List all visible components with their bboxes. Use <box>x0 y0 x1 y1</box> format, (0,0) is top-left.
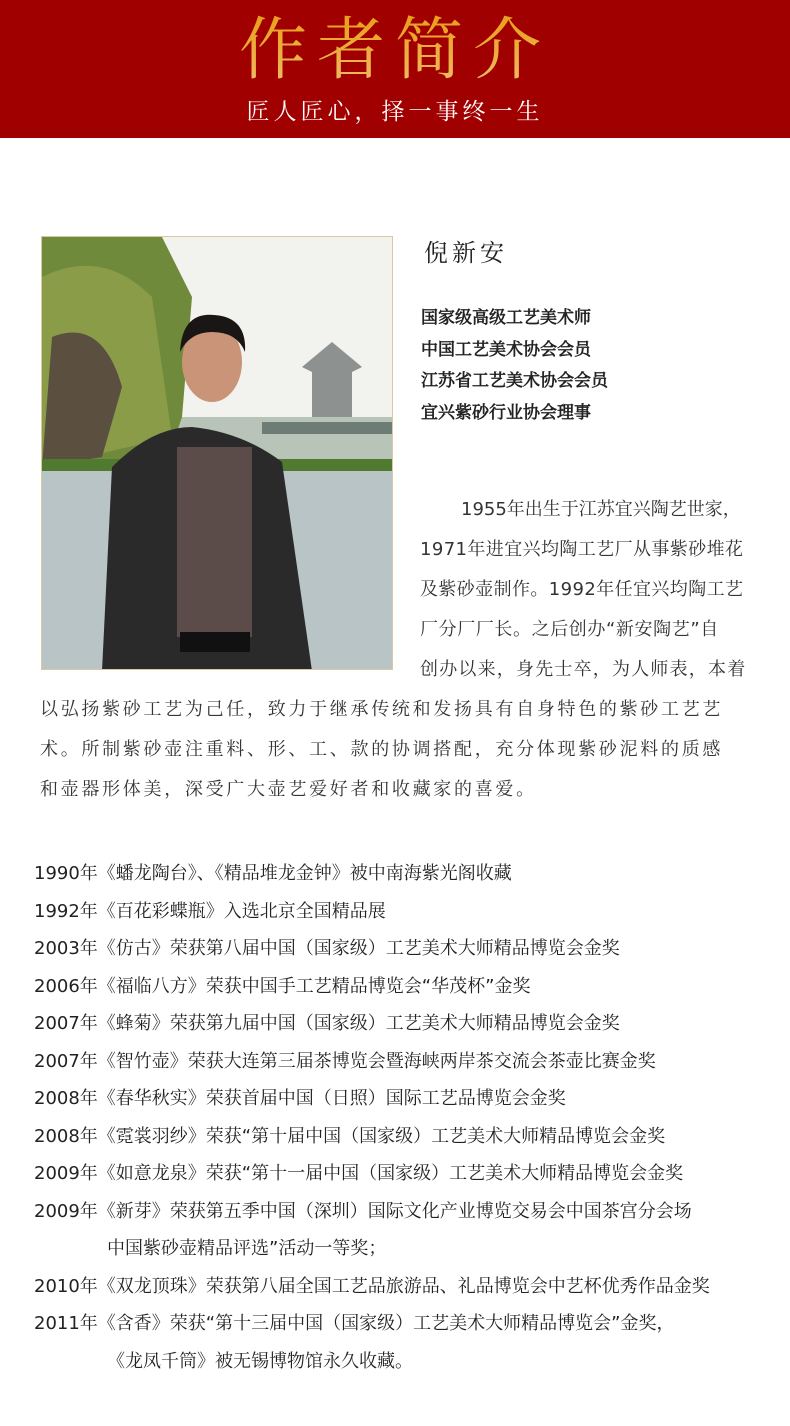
award-item: 2007年《智竹壶》荣获大连第三届茶博览会暨海峡两岸茶交流会茶壶比赛金奖 <box>34 1050 656 1072</box>
author-title: 江苏省工艺美术协会会员 <box>421 371 608 391</box>
bio-line: 以弘扬紫砂工艺为己任，致力于继承传统和发扬具有自身特色的紫砂工艺艺 <box>40 699 724 720</box>
award-item: 2003年《仿古》荣获第八届中国（国家级）工艺美术大师精品博览会金奖 <box>34 938 620 959</box>
award-item: 2007年《蜂菊》荣获第九届中国（国家级）工艺美术大师精品博览会金奖 <box>34 1013 620 1034</box>
award-item: 2008年《霓裳羽纱》荣获“第十届中国（国家级）工艺美术大师精品博览会金奖 <box>34 1125 666 1147</box>
bio-line: 1955年出生于江苏宜兴陶艺世家， <box>461 499 741 520</box>
award-item: 1992年《百花彩蝶瓶》入选北京全国精品展 <box>34 900 386 922</box>
page-subtitle: 匠人匠心，择一事终一生 <box>246 99 544 125</box>
award-item: 《龙凤千筒》被无锡博物馆永久收藏。 <box>107 1350 413 1372</box>
author-title: 宜兴紫砂行业协会理事 <box>421 402 591 423</box>
author-titles <box>421 303 608 429</box>
award-item: 2009年《如意龙泉》荣获“第十一届中国（国家级）工艺美术大师精品博览会金奖 <box>34 1163 684 1184</box>
bio-line: 术。所制紫砂壶注重料、形、工、款的协调搭配，充分体现紫砂泥料的质感 <box>40 739 724 760</box>
award-item: 2006年《福临八方》荣获中国手工艺精品博览会“华茂杯”金奖 <box>34 975 531 997</box>
author-photo <box>41 236 393 670</box>
page-title: 作者简介 <box>0 6 790 96</box>
award-item: 中国紫砂壶精品评选”活动一等奖； <box>107 1238 387 1259</box>
bio-line: 厂分厂厂长。之后创办“新安陶艺”自 <box>420 619 719 640</box>
awards-list <box>34 855 710 1380</box>
award-item: 2008年《春华秋实》荣获首届中国（日照）国际工艺品博览会金奖 <box>34 1088 566 1109</box>
award-item: 2009年《新芽》荣获第五季中国（深圳）国际文化产业博览交易会中国茶宫分会场 <box>34 1200 692 1222</box>
award-item: 1990年《蟠龙陶台》、《精品堆龙金钟》被中南海紫光阁收藏 <box>34 863 512 884</box>
header-banner <box>0 0 790 138</box>
bio-line: 1971年进宜兴均陶工艺厂从事紫砂堆花 <box>420 539 744 560</box>
bio-line: 创办以来，身先士卒，为人师表，本着 <box>420 659 747 680</box>
award-item: 2011年《含香》荣获“第十三届中国（国家级）工艺美术大师精品博览会”金奖， <box>34 1313 675 1334</box>
bio-line: 和壶器形体美，深受广大壶艺爱好者和收藏家的喜爱。 <box>40 779 537 800</box>
author-name: 倪新安 <box>424 239 508 267</box>
bio-line: 及紫砂壶制作。1992年任宜兴均陶工艺 <box>420 579 744 600</box>
author-title: 国家级高级工艺美术师 <box>421 308 591 328</box>
author-title: 中国工艺美术协会会员 <box>421 339 591 360</box>
award-item: 2010年《双龙顶珠》荣获第八届全国工艺品旅游品、礼品博览会中艺杯优秀作品金奖 <box>34 1275 710 1297</box>
